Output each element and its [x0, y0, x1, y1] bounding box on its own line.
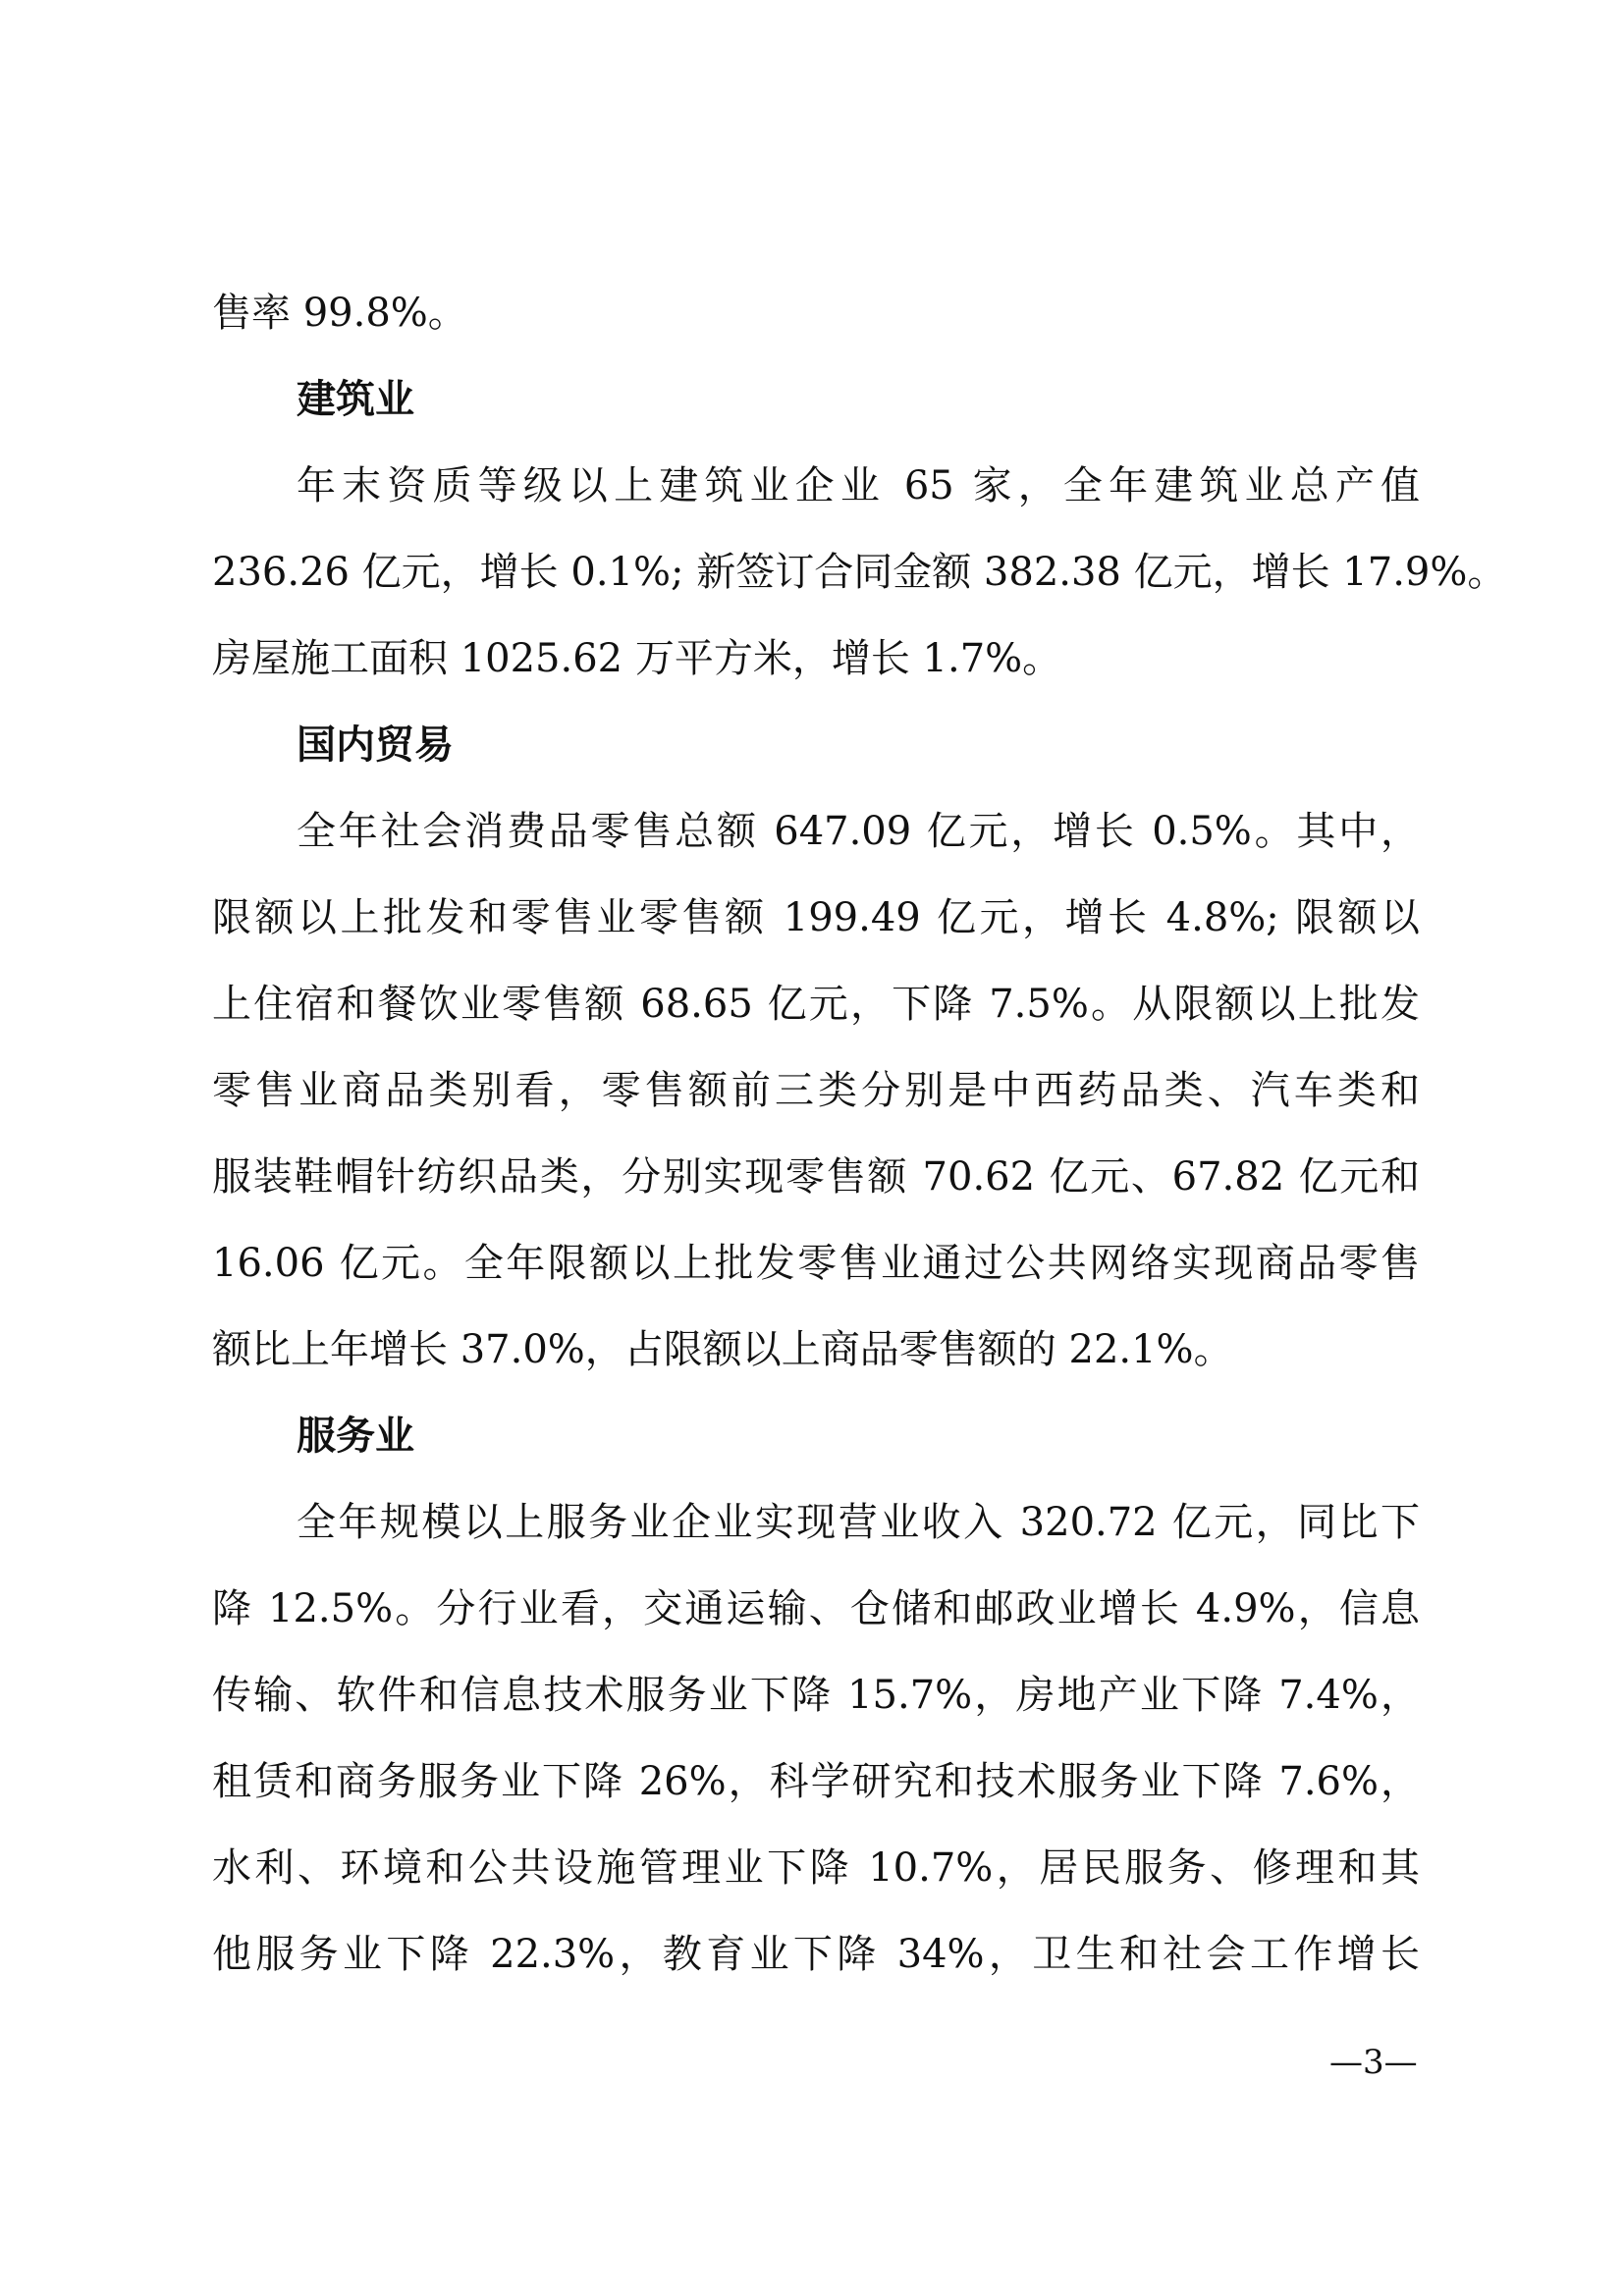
- text-line: 236.26 亿元，增长 0.1%; 新签订合同金额 382.38 亿元，增长 17.9%。: [212, 550, 1507, 595]
- page-number: —3—: [1329, 2043, 1418, 2082]
- text-line: 售率 99.8%。: [212, 291, 467, 336]
- section-heading-construction: 建筑业: [297, 377, 414, 422]
- text-line: 16.06 亿元。全年限额以上批发零售业通过公共网络实现商品零售: [212, 1241, 1420, 1286]
- text-line: 全年社会消费品零售总额 647.09 亿元，增长 0.5%。其中，: [297, 809, 1420, 854]
- text-line: 额比上年增长 37.0%，占限额以上商品零售额的 22.1%。: [212, 1327, 1233, 1372]
- text-line: 租赁和商务服务业下降 26%，科学研究和技术服务业下降 7.6%，: [212, 1759, 1420, 1804]
- section-heading-services: 服务业: [297, 1414, 414, 1459]
- text-line: 服装鞋帽针纺织品类，分别实现零售额 70.62 亿元、67.82 亿元和: [212, 1154, 1420, 1200]
- text-line: 传输、软件和信息技术服务业下降 15.7%，房地产业下降 7.4%，: [212, 1673, 1420, 1718]
- text-line: 年末资质等级以上建筑业企业 65 家，全年建筑业总产值: [297, 463, 1420, 508]
- text-line: 上住宿和餐饮业零售额 68.65 亿元，下降 7.5%。从限额以上批发: [212, 982, 1420, 1027]
- text-line: 限额以上批发和零售业零售额 199.49 亿元，增长 4.8%; 限额以: [212, 895, 1420, 940]
- text-line: 零售业商品类别看，零售额前三类分别是中西药品类、汽车类和: [212, 1068, 1420, 1113]
- text-line: 全年规模以上服务业企业实现营业收入 320.72 亿元，同比下: [297, 1500, 1420, 1545]
- text-line: 他服务业下降 22.3%，教育业下降 34%，卫生和社会工作增长: [212, 1932, 1420, 1977]
- text-line: 房屋施工面积 1025.62 万平方米，增长 1.7%。: [212, 636, 1062, 681]
- text-line: 水利、环境和公共设施管理业下降 10.7%，居民服务、修理和其: [212, 1845, 1420, 1891]
- text-line: 降 12.5%。分行业看，交通运输、仓储和邮政业增长 4.9%，信息: [212, 1586, 1420, 1631]
- section-heading-domestic-trade: 国内贸易: [297, 722, 454, 768]
